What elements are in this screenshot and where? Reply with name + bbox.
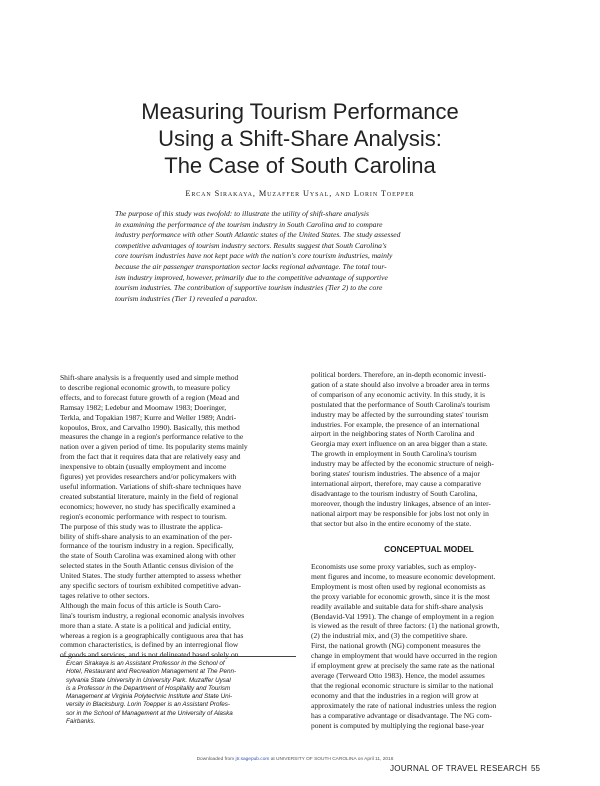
body-line: moreover, though the industry linkages, absence of an inter- <box>311 498 491 508</box>
body-line: has a comparative advantage or disadvantage. The NG com- <box>311 710 492 720</box>
journal-name: JOURNAL OF TRAVEL RESEARCH <box>390 764 528 773</box>
body-line: from the fact that it requires data that are relatively easy and <box>60 452 241 462</box>
body-line: region's economic performance with respect to tourism. <box>60 511 227 521</box>
body-line: useful information. Variations of shift-share techniques have <box>60 481 242 491</box>
author-footnote <box>66 660 292 726</box>
abstract-line: because the air passenger transportation sector lacks regional advantage. The total tour- <box>115 261 387 271</box>
body-line: postulated that the performance of South Carolina's tourism <box>311 399 491 409</box>
body-line: readily available and suitable data for shift-share analysis <box>311 601 484 611</box>
body-line: economics; however, no study has specifically examined a <box>60 501 236 511</box>
body-line: that sector but also in the entire economy of the state. <box>311 518 472 528</box>
footnote-divider <box>60 656 296 657</box>
section-heading: CONCEPTUAL MODEL <box>384 544 474 554</box>
body-line: that the regional economic structure is similar to the national <box>311 680 494 690</box>
left-column <box>60 373 296 660</box>
body-line: (Bendavid-Val 1991). The change of employment in a region <box>311 611 494 621</box>
body-line: Ramsay 1982; Ledebur and Moomaw 1983; Doeringer, <box>60 402 227 412</box>
body-line: lina's tourism industry, a regional economic analysis involves <box>60 610 245 620</box>
download-suffix: at UNIVERSITY OF SOUTH CAROLINA on April 11, 2016 <box>269 757 394 762</box>
footnote-line: versity in Blacksburg. Lorin Toepper is an Assistant Profes- <box>66 701 231 709</box>
body-line: whereas a region is a geographically contiguous area that has <box>60 630 244 640</box>
abstract-line: core tourism industries have not kept pace with the nation's core tourism industries, mainly <box>115 251 393 261</box>
body-line: (2) the industrial mix, and (3) the competitive share. <box>311 631 468 641</box>
abstract <box>115 209 487 304</box>
body-line: if employment grew at precisely the same rate as the national <box>311 661 495 671</box>
body-line: The growth in employment in South Carolina's tourism <box>311 449 477 459</box>
footnote-line: Management at Virginia Polytechnic Institute and State Uni- <box>66 693 233 701</box>
body-line: ponent is computed by multiplying the regional base-year <box>311 720 485 730</box>
abstract-line: tourism industries (Tier 1) revealed a paradox. <box>115 293 258 303</box>
title-line: Measuring Tourism Performance <box>141 99 459 124</box>
body-line: industries. For example, the presence of an international <box>311 419 480 429</box>
body-line: of comparison of any economic activity. In this study, it is <box>311 389 485 399</box>
body-line: disadvantage to the tourism industry of South Carolina, <box>311 488 478 498</box>
body-line: Georgia may exert influence on an area bigger than a state. <box>311 439 488 449</box>
abstract-line: in examining the performance of the tourism industry in South Carolina and to compare <box>115 219 383 229</box>
body-line: United States. The study further attempted to assess whether <box>60 571 242 581</box>
body-line: figures) yet provides researchers and/or policymakers with <box>60 472 237 482</box>
abstract-line: The purpose of this study was twofold: to illustrate the utility of shift-share analysis <box>115 209 369 218</box>
body-line: international airport, therefore, may cause a comparative <box>311 478 481 488</box>
body-line: airport in the neighboring states of North Carolina and <box>311 429 475 439</box>
download-link[interactable]: jtr.sagepub.com <box>235 757 270 762</box>
body-line: to describe regional economic growth, to measure policy <box>60 382 231 392</box>
body-line: industry may be affected by the surrounding states' tourism <box>311 409 489 419</box>
body-line: any specific sectors of tourism exhibited competitive advan- <box>60 581 241 591</box>
body-line: First, the national growth (NG) component measures the <box>311 641 481 651</box>
page-number: 55 <box>531 764 540 773</box>
body-line: common characteristics, is defined by an interregional flow <box>60 640 239 650</box>
body-line: economy and that the industries in a region will grow at <box>311 690 479 700</box>
footnote-line: Fairbanks. <box>66 718 96 726</box>
article-title <box>60 98 540 179</box>
abstract-line: industry performance with other South Atlantic states of the United States. The study assessed <box>115 230 401 240</box>
footnote-line: sor in the School of Management at the University of Alaska <box>66 709 233 717</box>
body-line: Employment is most often used by regional economists as <box>311 581 486 591</box>
abstract-line: competitive advantages of tourism industry sectors. Results suggest that South Carolina's <box>115 240 387 250</box>
body-line: change in employment that would have occurred in the region <box>311 651 497 661</box>
body-line: measures the change in a region's performance relative to the <box>60 432 244 442</box>
body-line: Although the main focus of this article is South Caro- <box>60 600 222 610</box>
body-line: is viewed as the result of three factors: (1) the national growth, <box>311 621 500 631</box>
footnote-line: Hotel, Restaurant and Recreation Management at The Penn- <box>66 668 237 676</box>
footnote-line: Ercan Sirakaya is an Assistant Professor in the School of <box>66 660 225 667</box>
body-line: Economists use some proxy variables, such as employ- <box>311 562 477 571</box>
body-line: approximately the rate of national industries unless the region <box>311 700 497 710</box>
right-column-bottom <box>311 562 547 730</box>
body-line: bility of shift-share analysis to an examination of the per- <box>60 531 233 541</box>
body-line: Shift-share analysis is a frequently used and simple method <box>60 373 239 382</box>
body-line: Terkla, and Topakian 1987; Kurre and Weller 1989; Andri- <box>60 412 237 422</box>
body-line: national airport may be responsible for jobs lost not only in <box>311 508 489 518</box>
body-line: more than a state. A state is a political and judicial entity, <box>60 620 231 630</box>
body-line: boring states' tourism industries. The absence of a major <box>311 469 480 479</box>
body-line: kopoulos, Brox, and Carvalho 1990). Basically, this method <box>60 422 240 432</box>
body-line: ment figures and income, to measure economic development. <box>311 571 496 581</box>
download-prefix: Downloaded from <box>196 757 236 762</box>
body-line: the proxy variable for economic growth, since it is the most <box>311 591 490 601</box>
body-line: effects, and to forecast future growth of a region (Mead and <box>60 392 240 402</box>
body-line: tages relative to other sectors. <box>60 590 150 600</box>
body-line: of goods and services, and is not delineated based solely on <box>60 650 239 660</box>
right-column-top <box>311 370 547 529</box>
author-byline: Ercan Sirakaya, Muzaffer Uysal, and Lorin Toepper <box>185 189 415 198</box>
footnote-line: is a Professor in the Department of Hospitality and Tourism <box>66 684 231 692</box>
body-line: The purpose of this study was to illustrate the applica- <box>60 521 223 531</box>
body-line: formance of the tourism industry in a region. Specifically, <box>60 541 234 551</box>
body-line: gation of a state should also involve a broader area in terms <box>311 379 490 389</box>
body-line: industry may be affected by the economic structure of neigh- <box>311 459 494 469</box>
title-line: Using a Shift-Share Analysis: <box>158 126 442 151</box>
abstract-line: tourism industries. The contribution of supportive tourism industries (Tier 2) to the core <box>115 283 383 293</box>
body-line: nation over a given period of time. Its popularity stems mainly <box>60 442 248 452</box>
body-line: created substantial literature, mainly in the field of regional <box>60 491 239 501</box>
body-line: the state of South Carolina was examined along with other <box>60 551 236 561</box>
body-line: average (Terweard Otto 1983). Hence, the model assumes <box>311 670 485 680</box>
footnote-line: sylvania State University in University Park. Muzaffer Uysal <box>66 676 231 684</box>
body-line: selected states in the South Atlantic census division of the <box>60 561 234 571</box>
body-line: political borders. Therefore, an in-depth economic investi- <box>311 370 487 379</box>
abstract-line: ism industry improved, however, primarily due to the competitive advantage of supportive <box>115 272 388 282</box>
download-notice <box>60 757 530 762</box>
body-line: inexpensive to obtain (usually employment and income <box>60 462 227 472</box>
title-line: The Case of South Carolina <box>164 153 436 178</box>
